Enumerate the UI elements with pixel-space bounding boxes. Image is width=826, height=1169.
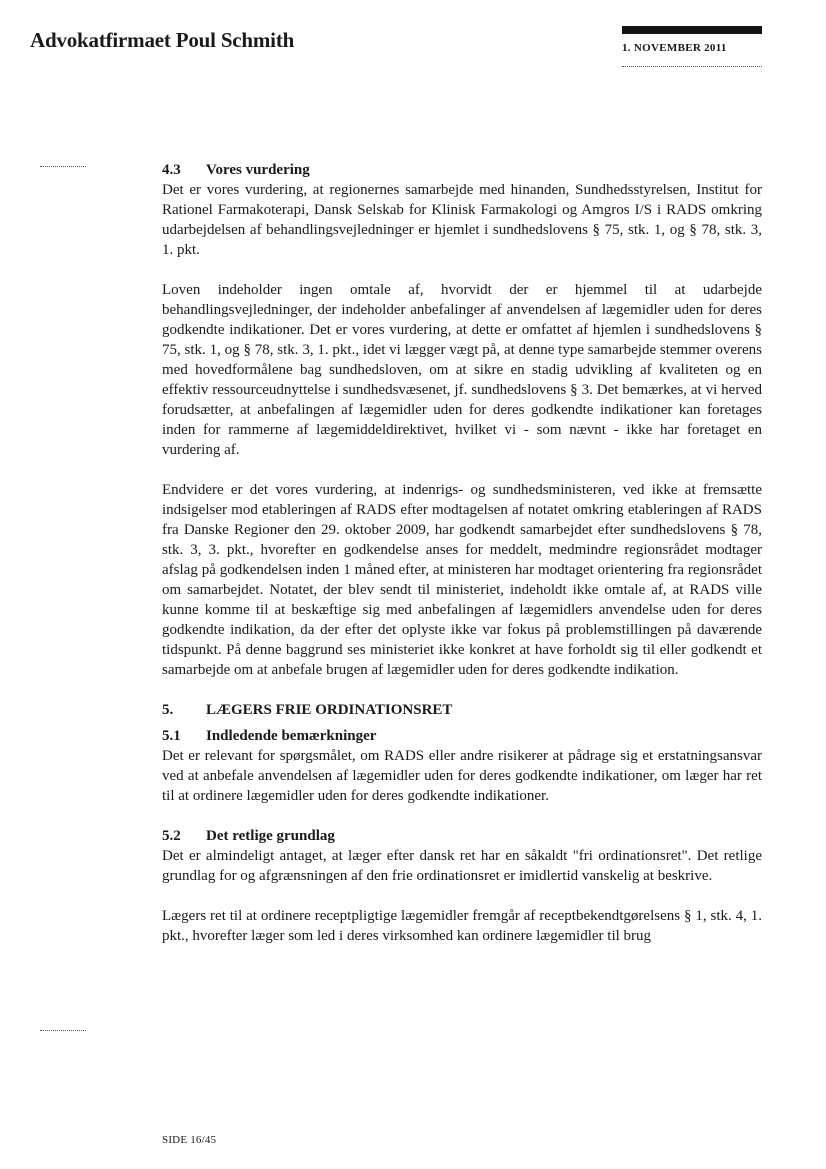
section-title: Det retlige grundlag	[206, 828, 335, 844]
chapter-heading	[162, 700, 762, 720]
section-number: 4.3	[162, 162, 181, 178]
document-date: 1. NOVEMBER 2011	[622, 42, 727, 54]
date-divider	[622, 66, 762, 67]
paragraph: Loven indeholder ingen omtale af, hvorvidt der er hjemmel til at udarbejde behandlingsvejledninger, der indeholder anbefalinger af anvendelsen af lægemidler uden for deres godkendte indikationer. Det er vores vurdering, at dette er omfattet af hjemlen i sundhedslovens § 75, stk. 1, og § 78, stk. 3, 1. pkt., idet vi lægger vægt på, at denne type samarbejde stemmer overens med hovedformålene bag sundhedsloven, om at sikre en stadig udvikling af kvaliteten og en effektiv ressourceudnyttelse i sundhedsvæsenet, jf. sundhedslovens § 3. Det bemærkes, at vi herved forudsætter, at anbefalingen af lægemidler uden for deres godkendte indikationer kan foretages inden for rammerne af lægemiddeldirektivet, hvilket vi - som nævnt - ikke har foretaget en vurdering af.	[162, 282, 762, 458]
document-body	[162, 160, 762, 946]
section-title: Vores vurdering	[206, 162, 310, 178]
paragraph: Endvidere er det vores vurdering, at indenrigs- og sundhedsministeren, ved ikke at fremsætte indsigelser mod etableringen af RADS efter modtagelsen af notatet omkring etableringen af RADS fra Danske Regioner den 29. oktober 2009, har godkendt samarbejdet efter sundhedslovens § 78, stk. 3, 3. pkt., hvorefter en godkendelse anses for meddelt, medmindre regionsrådet modtager afslag på godkendelsen inden 1 måned efter, at ministeren har modtaget orientering fra regionsrådet om samarbejdet. Notatet, der blev sendt til ministeriet, indeholdt ikke omtale af, at RADS ville kunne komme til at beskæftige sig med anbefalingen af lægemidlers anvendelse uden for deres godkendte indikation, da der efter det oplyste ikke var fokus på problemstillingen på daværende tidspunkt. På denne baggrund ses ministeriet ikke konkret at have forholdt sig til eller godkendt et samarbejde om at anbefale brugen af lægemidler uden for deres godkendte indikation.	[162, 482, 762, 678]
paragraph: Det er vores vurdering, at regionernes samarbejde med hinanden, Sundhedsstyrelsen, Institut for Rationel Farmakoterapi, Dansk Selskab for Klinisk Farmakologi og Amgros I/S i RADS omkring udarbejdelsen af behandlingsvejledninger er hjemlet i sundhedslovens § 75, stk. 1, og § 78, stk. 3, 1. pkt.	[162, 182, 762, 258]
paragraph: Det er relevant for spørgsmålet, om RADS eller andre risikerer at pådrage sig et erstatningsansvar ved at anbefale anvendelsen af lægemidler uden for deres godkendte indikationer, om læger har ret til at ordinere lægemidler uden for deres godkendte indikationer.	[162, 748, 762, 804]
firm-name: Advokatfirmaet Poul Schmith	[30, 28, 295, 52]
margin-marker	[40, 166, 86, 167]
section-title: Indledende bemærkninger	[206, 728, 377, 744]
header-bar	[622, 26, 762, 34]
margin-marker	[40, 1030, 86, 1031]
section-title: LÆGERS FRIE ORDINATIONSRET	[206, 702, 453, 718]
section-number: 5.	[162, 702, 174, 718]
section-number: 5.1	[162, 728, 181, 744]
section-heading	[162, 826, 762, 846]
section-heading	[162, 160, 762, 180]
paragraph: Det er almindeligt antaget, at læger efter dansk ret har en såkaldt "fri ordinationsret". Det retlige grundlag for og afgrænsningen af den frie ordinationsret er imidlertid vanskelig at beskrive.	[162, 848, 762, 884]
page-number: SIDE 16/45	[162, 1134, 217, 1146]
section-number: 5.2	[162, 828, 181, 844]
paragraph: Lægers ret til at ordinere receptpligtige lægemidler fremgår af receptbekendtgørelsens § 1, stk. 4, 1. pkt., hvorefter læger som led i deres virksomhed kan ordinere lægemidler til brug	[162, 908, 762, 944]
section-heading	[162, 726, 762, 746]
